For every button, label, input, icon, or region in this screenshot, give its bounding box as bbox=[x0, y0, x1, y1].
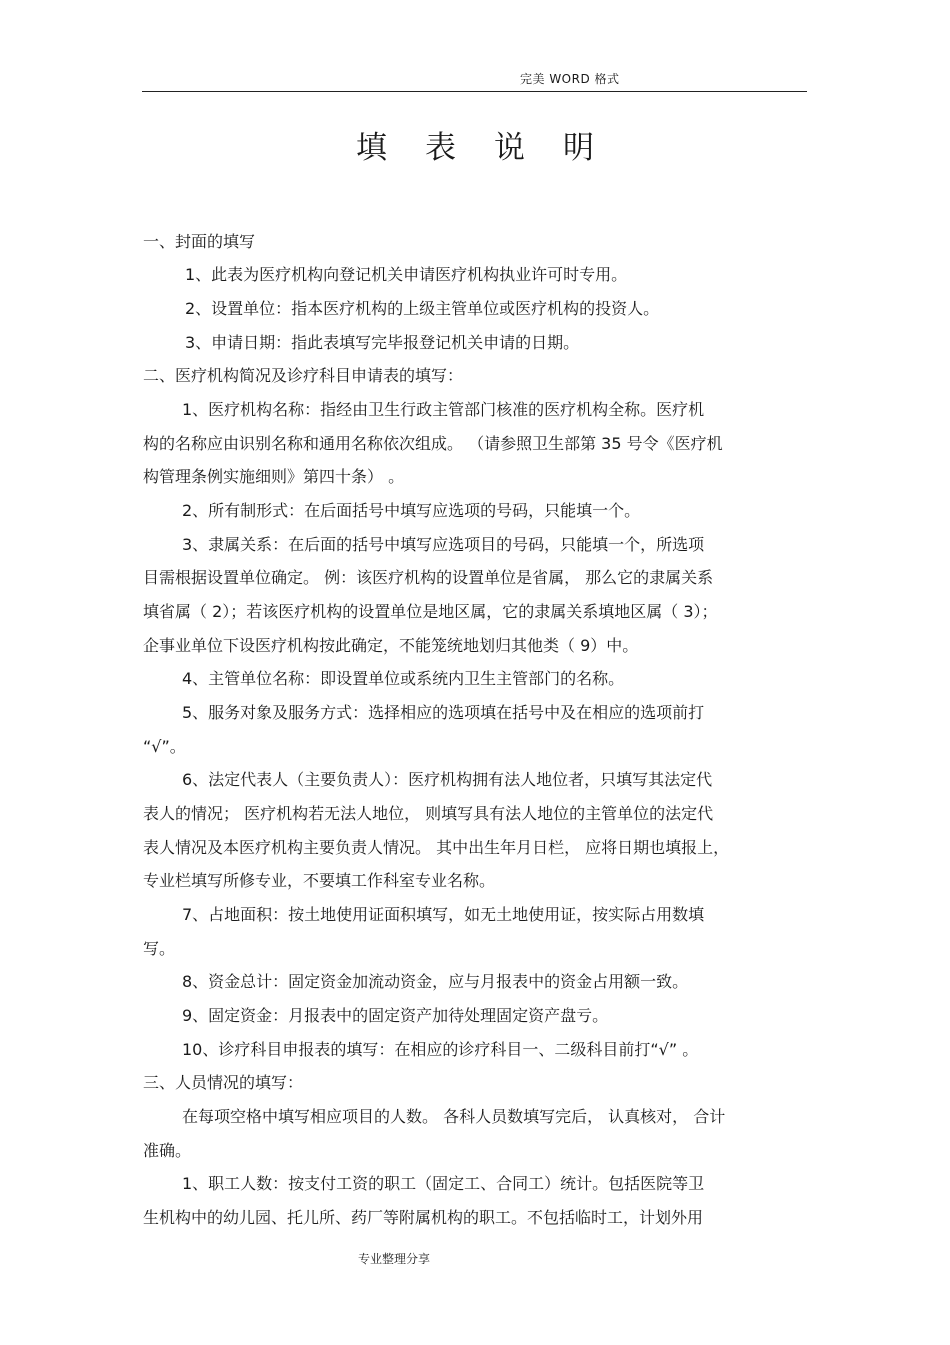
paragraph-line: 企事业单位下设医疗机构按此确定，不能笼统地划归其他类（ 9）中。 bbox=[143, 636, 639, 655]
paragraph-line: 6、法定代表人（主要负责人）：医疗机构拥有法人地位者，只填写其法定代 bbox=[182, 770, 713, 789]
paragraph-line: 9、固定资金：月报表中的固定资产加待处理固定资产盘亏。 bbox=[182, 1006, 609, 1025]
section-heading: 一、封面的填写 bbox=[143, 232, 256, 251]
page-footer-text: 专业整理分享 bbox=[358, 1252, 431, 1266]
paragraph-line: 准确。 bbox=[143, 1141, 192, 1160]
paragraph-line: 构的名称应由识别名称和通用名称依次组成。 （请参照卫生部第 35 号令《医疗机 bbox=[143, 434, 723, 453]
page-header-rule bbox=[142, 91, 807, 92]
paragraph-line: 2、设置单位：指本医疗机构的上级主管单位或医疗机构的投资人。 bbox=[185, 299, 660, 318]
paragraph-line: 7、占地面积：按土地使用证面积填写，如无土地使用证，按实际占用数填 bbox=[182, 905, 705, 924]
paragraph-line: 1、此表为医疗机构向登记机关申请医疗机构执业许可时专用。 bbox=[185, 265, 628, 284]
paragraph-line: 写。 bbox=[143, 939, 176, 958]
paragraph-line: “√”。 bbox=[143, 737, 186, 756]
paragraph-line: 2、所有制形式：在后面括号中填写应选项的号码，只能填一个。 bbox=[182, 501, 641, 520]
paragraph-line: 目需根据设置单位确定。 例：该医疗机构的设置单位是省属， 那么它的隶属关系 bbox=[143, 568, 714, 587]
paragraph-line: 生机构中的幼儿园、托儿所、药厂等附属机构的职工。不包括临时工，计划外用 bbox=[143, 1208, 704, 1227]
paragraph-line: 表人的情况； 医疗机构若无法人地位， 则填写具有法人地位的主管单位的法定代 bbox=[143, 804, 714, 823]
section-heading: 三、人员情况的填写： bbox=[143, 1073, 304, 1092]
paragraph-line: 10、诊疗科目申报表的填写：在相应的诊疗科目一、二级科目前打“√” 。 bbox=[182, 1040, 699, 1059]
page-header-text: 完美 WORD 格式 bbox=[520, 72, 620, 86]
paragraph-line: 专业栏填写所修专业，不要填工作科室专业名称。 bbox=[143, 871, 496, 890]
paragraph-line: 5、服务对象及服务方式：选择相应的选项填在括号中及在相应的选项前打 bbox=[182, 703, 705, 722]
paragraph-line: 3、申请日期：指此表填写完毕报登记机关申请的日期。 bbox=[185, 333, 580, 352]
paragraph-line: 3、隶属关系：在后面的括号中填写应选项目的号码，只能填一个，所选项 bbox=[182, 535, 705, 554]
paragraph-line: 1、职工人数：按支付工资的职工（固定工、合同工）统计。包括医院等卫 bbox=[182, 1174, 705, 1193]
paragraph-line: 4、主管单位名称：即设置单位或系统内卫生主管部门的名称。 bbox=[182, 669, 625, 688]
document-title: 填表说明 bbox=[356, 130, 632, 166]
paragraph-line: 1、医疗机构名称：指经由卫生行政主管部门核准的医疗机构全称。医疗机 bbox=[182, 400, 705, 419]
paragraph-line: 在每项空格中填写相应项目的人数。 各科人员数填写完后， 认真核对， 合计 bbox=[182, 1107, 726, 1126]
paragraph-line: 填省属（ 2）；若该医疗机构的设置单位是地区属，它的隶属关系填地区属（ 3）； bbox=[143, 602, 718, 621]
paragraph-line: 表人情况及本医疗机构主要负责人情况。 其中出生年月日栏， 应将日期也填报上， bbox=[143, 838, 730, 857]
paragraph-line: 8、资金总计：固定资金加流动资金，应与月报表中的资金占用额一致。 bbox=[182, 972, 689, 991]
section-heading: 二、医疗机构简况及诊疗科目申请表的填写： bbox=[143, 366, 464, 385]
paragraph-line: 构管理条例实施细则》第四十条） 。 bbox=[143, 467, 405, 486]
